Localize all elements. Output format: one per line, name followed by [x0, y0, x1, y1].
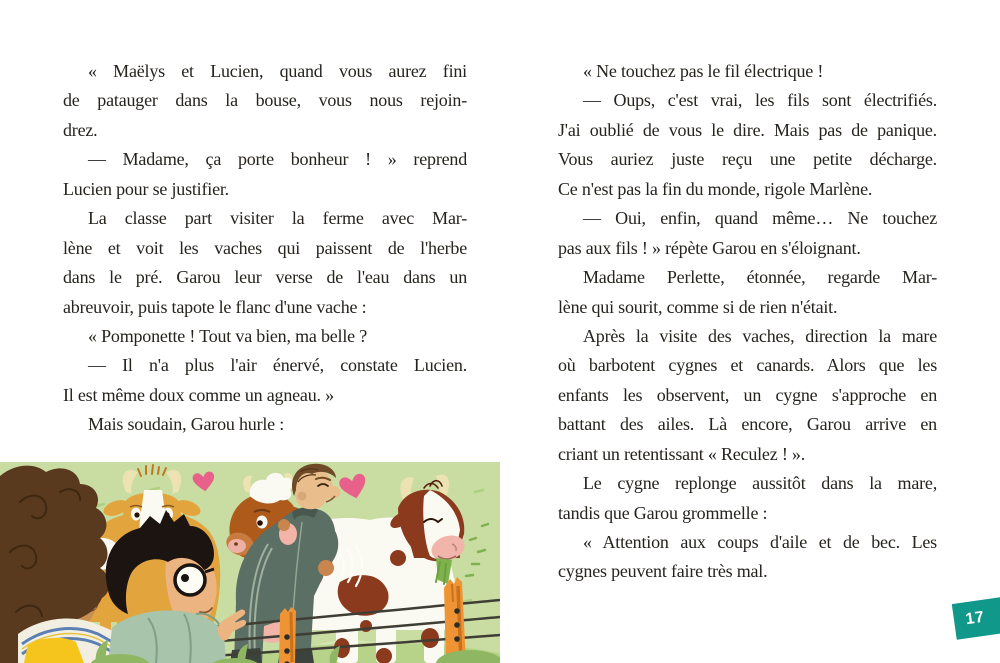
text-line: Vous auriez juste reçu une petite décharge.	[558, 149, 937, 170]
farm-illustration-svg	[0, 462, 500, 663]
text-line: enfants les observent, un cygne s'approche en	[558, 384, 937, 405]
text-line: de patauger dans la bouse, vous nous rejoin-	[63, 90, 467, 111]
paragraph	[558, 204, 937, 263]
page-number-badge	[952, 596, 1000, 639]
text-line: Lucien pour se justifier.	[63, 178, 229, 199]
text-line: Madame Perlette, étonnée, regarde Mar-	[583, 267, 937, 288]
paragraph	[63, 322, 467, 351]
text-line: Le cygne replonge aussitôt dans la mare,	[583, 473, 937, 494]
text-line: où barbotent cygnes et canards. Alors que les	[558, 355, 937, 376]
text-line: — Il n'a plus l'air énervé, constate Lucien.	[88, 355, 467, 376]
text-line: criant un retentissant « Reculez ! ».	[558, 443, 806, 464]
text-line: Ce n'est pas la fin du monde, rigole Marlène.	[558, 178, 873, 199]
text-line: drez.	[63, 119, 98, 140]
text-line: battant des ailes. Là encore, Garou arrive en	[558, 414, 937, 435]
text-line: pas aux fils ! » répète Garou en s'éloignant.	[558, 237, 861, 258]
paragraph	[558, 469, 937, 528]
right-page-text	[558, 57, 937, 587]
text-line: « Ne touchez pas le fil électrique !	[583, 61, 824, 81]
farm-illustration	[0, 462, 500, 663]
text-line: — Madame, ça porte bonheur ! » reprend	[88, 149, 467, 170]
paragraph	[558, 86, 937, 204]
paragraph	[558, 528, 937, 587]
patting-hand	[318, 560, 334, 576]
text-line: Mais soudain, Garou hurle :	[88, 414, 285, 435]
paragraph	[558, 57, 937, 86]
paragraph	[63, 204, 467, 322]
paragraph	[558, 322, 937, 469]
page-number: 17	[964, 608, 986, 629]
text-line: tandis que Garou grommelle :	[558, 502, 768, 523]
text-line: dans le pré. Garou leur verse de l'eau dans un	[63, 267, 467, 288]
left-page-text	[63, 57, 467, 440]
paragraph	[558, 263, 937, 322]
text-line: Il est même doux comme un agneau. »	[63, 384, 334, 405]
glasses-lens	[175, 565, 205, 595]
text-line: lène et voit les vaches qui paissent de l'herbe	[63, 237, 467, 258]
paragraph	[63, 145, 467, 204]
text-line: — Oui, enfin, quand même… Ne touchez	[583, 208, 937, 229]
text-line: Après la visite des vaches, direction la mare	[583, 325, 937, 346]
text-line: « Attention aux coups d'aile et de bec. Les	[583, 532, 937, 552]
text-line: cygnes peuvent faire très mal.	[558, 561, 768, 582]
text-line: lène qui sourit, comme si de rien n'était.	[558, 296, 838, 317]
text-line: La classe part visiter la ferme avec Mar-	[88, 208, 467, 229]
text-line: abreuvoir, puis tapote le flanc d'une vache :	[63, 296, 367, 317]
text-line: « Pomponette ! Tout va bien, ma belle ?	[88, 325, 368, 346]
text-line: J'ai oublié de vous le dire. Mais pas de panique.	[558, 119, 937, 140]
paragraph	[63, 410, 467, 439]
text-line: — Oups, c'est vrai, les fils sont électrifiés.	[583, 90, 937, 111]
paragraph	[63, 351, 467, 410]
text-line: « Maëlys et Lucien, quand vous aurez fini	[88, 61, 467, 81]
paragraph	[63, 57, 467, 145]
